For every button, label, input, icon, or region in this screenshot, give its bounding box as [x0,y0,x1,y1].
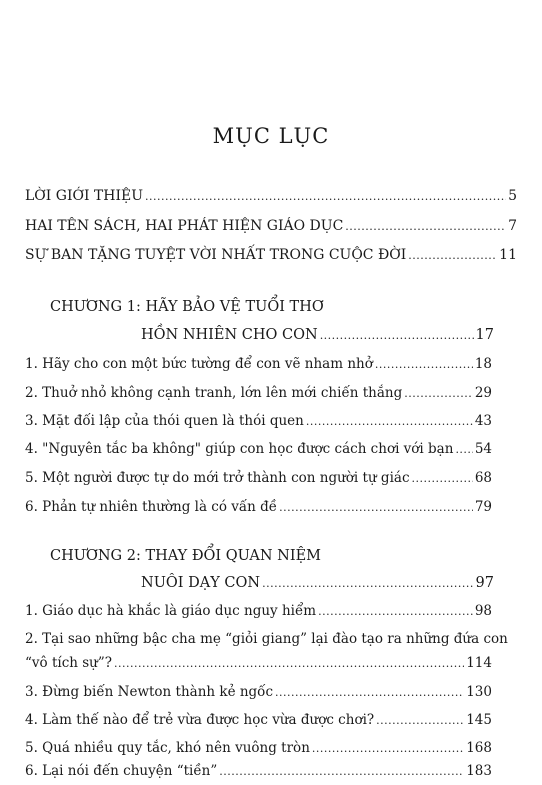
dot-leader [345,220,506,233]
entry-page-number: 43 [474,413,492,429]
page-title: MỤC LỤC [212,124,330,148]
entry-page-number: 11 [499,247,517,263]
toc-entry [25,470,492,486]
dot-leader [145,190,506,203]
entry-page-number: 29 [474,385,492,401]
dot-leader [262,577,473,590]
dot-leader [219,765,464,778]
chapter-heading-continuation: HỒN NHIÊN CHO CON [141,327,318,343]
entry-page-number: 114 [466,655,492,671]
toc-entry [25,385,492,401]
entry-label: 5. Quá nhiều quy tắc, khó nên vuông tròn [25,740,310,756]
entry-label: 1. Hãy cho con một bức tường để con vẽ nham nhở [25,356,373,372]
toc-entry [25,740,492,756]
dot-leader [318,605,473,618]
entry-label: 3. Mặt đối lập của thói quen là thói quen [25,413,304,429]
entry-label-line2: “vô tích sự”? [25,655,112,671]
toc-entry [25,441,492,457]
dot-leader [408,249,497,262]
toc-entry-greatest-gift [25,247,517,263]
toc-entry [25,684,492,700]
dot-leader [312,742,464,755]
chapter-page-number: 17 [475,327,494,343]
dot-leader [404,387,473,400]
toc-entry [25,763,492,779]
dot-leader [412,472,473,485]
chapter-2-heading: CHƯƠNG 2: THAY ĐỔI QUAN NIỆM [50,548,322,564]
entry-label: LỜI GIỚI THIỆU [25,188,144,204]
entry-label: 6. Phản tự nhiên thường là có vấn đề [25,499,278,515]
entry-label: SỰ BAN TẶNG TUYỆT VỜI NHẤT TRONG CUỘC ĐỜI [25,247,407,263]
chapter-1-heading-line2 [141,327,494,343]
entry-label: HAI TÊN SÁCH, HAI PHÁT HIỆN GIÁO DỤC [25,218,344,234]
chapter-1-heading: CHƯƠNG 1: HÃY BẢO VỆ TUỔI THƠ [50,299,324,315]
entry-page-number: 79 [474,499,492,515]
toc-entry [25,655,492,671]
entry-page-number: 98 [474,603,492,619]
dot-leader [375,358,473,371]
entry-page-number: 68 [474,470,492,486]
entry-page-number: 183 [466,763,492,779]
entry-page-number: 54 [474,441,492,457]
entry-page-number: 5 [508,188,517,204]
toc-entry [25,712,492,728]
toc-entry [25,356,492,372]
entry-label-line1: 2. Tại sao những bậc cha mẹ “giỏi giang” lại đào tạo ra những đứa con [25,631,508,647]
toc-entry-introduction [25,188,517,204]
dot-leader [455,443,472,456]
entry-label: 1. Giáo dục hà khắc là giáo dục nguy hiểm [25,603,317,619]
dot-leader [376,714,464,727]
entry-label: 5. Một người được tự do mới trở thành con người tự giác [25,470,410,486]
entry-page-number: 18 [474,356,492,372]
toc-entry-two-titles [25,218,517,234]
dot-leader [114,657,464,670]
toc-entry [25,499,492,515]
dot-leader [320,329,474,342]
dot-leader [279,501,473,514]
entry-label: 3. Đừng biến Newton thành kẻ ngốc [25,684,274,700]
chapter-2-heading-line2 [141,575,494,591]
entry-page-number: 7 [508,218,517,234]
toc-entry [25,603,492,619]
dot-leader [306,415,473,428]
entry-label: 6. Lại nói đến chuyện “tiền” [25,763,218,779]
toc-entry [25,413,492,429]
chapter-heading-continuation: NUÔI DẠY CON [141,575,261,591]
entry-page-number: 130 [466,684,492,700]
chapter-page-number: 97 [475,575,494,591]
entry-label: 4. Làm thế nào để trẻ vừa được học vừa được chơi? [25,712,375,728]
entry-label: 2. Thuở nhỏ không cạnh tranh, lớn lên mới chiến thắng [25,385,403,401]
dot-leader [275,686,464,699]
entry-page-number: 168 [466,740,492,756]
entry-label: 4. "Nguyên tắc ba không" giúp con học được cách chơi với bạn [25,441,454,457]
entry-page-number: 145 [466,712,492,728]
